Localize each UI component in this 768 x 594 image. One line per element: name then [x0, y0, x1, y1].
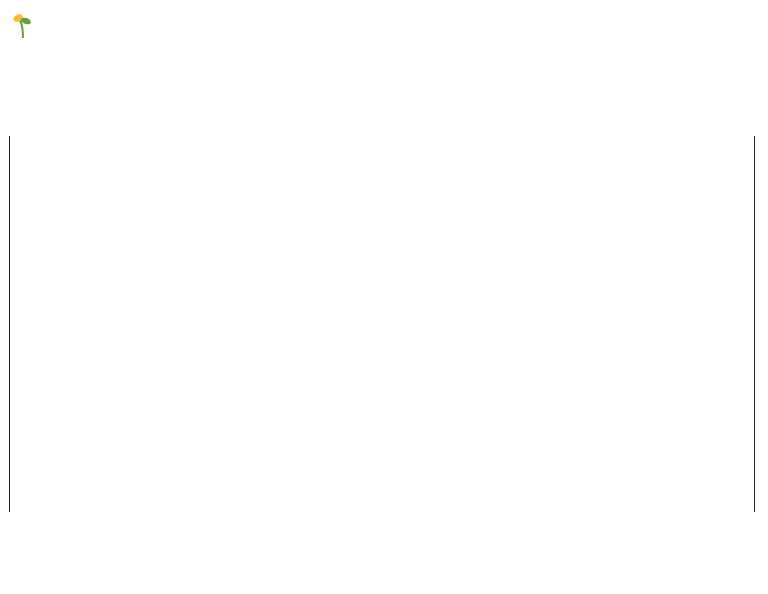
temperature-grid — [9, 136, 755, 512]
babycenter-logo — [12, 10, 122, 50]
logo-sprout-icon — [12, 12, 34, 40]
